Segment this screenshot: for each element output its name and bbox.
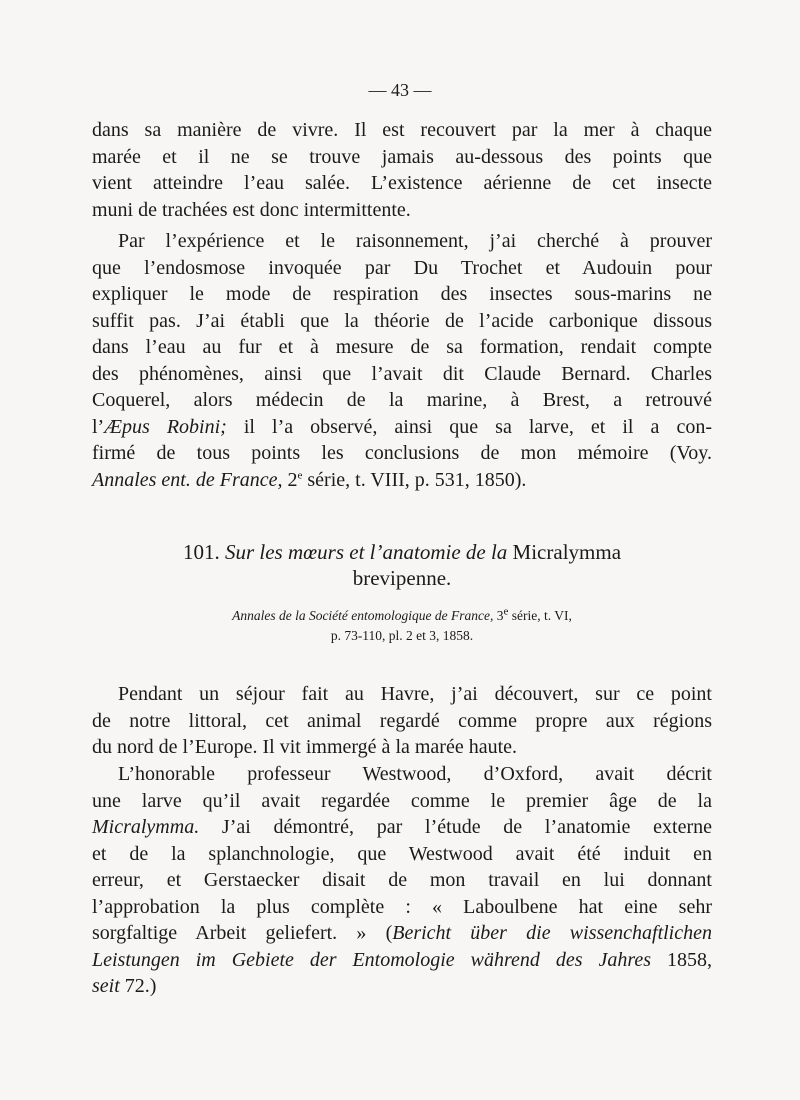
text: marée et il ne se trouve jamais au-dessous des points que: [92, 145, 712, 168]
text-line: [92, 308, 712, 335]
text-line: [92, 920, 712, 947]
text: e: [297, 468, 303, 481]
text: il l’a observé, ainsi que sa larve, et il a con-: [226, 415, 712, 438]
text: Coquerel, alors médecin de la marine, à Brest, a retrouvé: [92, 389, 712, 411]
text-line: [92, 565, 712, 591]
text-line: [92, 973, 712, 1000]
text: p. 73-110, pl. 2 et 3, 1858.: [330, 628, 474, 643]
italic-text: Micralymma.: [92, 816, 200, 838]
text: vient atteindre l’eau salée. L’existence aérienne de cet insecte: [92, 172, 712, 194]
text-line: [92, 894, 712, 921]
text: dans l’eau au fur et à mesure de sa formation, rendait compte: [92, 336, 712, 358]
text: série, t. VIII, p. 531, 1850).: [302, 468, 527, 491]
text-line: [92, 440, 712, 467]
citation: [92, 606, 712, 646]
text: sorgfaltige Arbeit geliefert. » (: [92, 922, 393, 944]
text: et de la splanchnologie, que Westwood avait été induit en: [92, 842, 712, 865]
text: 2: [282, 468, 298, 491]
italic-text: Bericht über die wissenchaftlichen: [392, 922, 712, 944]
text-line: [92, 467, 712, 494]
text: firmé de tous points les conclusions de mon mémoire (Voy.: [92, 442, 712, 464]
paragraph: [92, 117, 712, 223]
italic-text: Sur les mœurs et l’anatomie de la: [224, 540, 508, 564]
text: L’honorable professeur Westwood, d’Oxford, avait décrit: [118, 763, 712, 785]
text: 3: [493, 608, 504, 623]
text: brevipenne.: [352, 566, 452, 590]
text-line: [92, 814, 712, 841]
text: 1858,: [651, 948, 713, 971]
text: une larve qu’il avait regardée comme le premier âge de la: [92, 789, 712, 812]
text: erreur, et Gerstaecker disait de mon travail en lui donnant: [92, 869, 712, 891]
text-line: [92, 708, 712, 735]
text: des phénomènes, ainsi que l’avait dit Claude Bernard. Charles: [92, 362, 712, 385]
italic-text: Leistungen im Gebiete der Entomologie während des Jahres: [92, 948, 652, 971]
text: 72.): [119, 975, 157, 997]
text: de notre littoral, cet animal regardé comme propre aux régions: [92, 709, 712, 732]
text-line: [92, 734, 712, 761]
text-line: [92, 197, 712, 224]
text-line: [92, 117, 712, 144]
text-line: [92, 414, 712, 441]
text: l’approbation la plus complète : « Laboulbene hat eine sehr: [92, 895, 712, 918]
text: 101.: [182, 540, 225, 564]
text-line: [92, 841, 712, 868]
text-line: [92, 947, 712, 974]
text-line: [92, 334, 712, 361]
text: du nord de l’Europe. Il vit immergé à la marée haute.: [92, 736, 518, 758]
text: que l’endosmose invoquée par Du Trochet et Audouin pour: [92, 256, 712, 279]
text: dans sa manière de vivre. Il est recouvert par la mer à chaque: [92, 119, 712, 141]
text: série, t. VI,: [508, 608, 572, 623]
text: J’ai démontré, par l’étude de l’anatomie externe: [199, 816, 712, 838]
text: e: [503, 605, 509, 618]
text-line: [92, 170, 712, 197]
text: l’: [92, 415, 105, 438]
text: suffit pas. J’ai établi que la théorie de l’acide carbonique dissous: [92, 309, 712, 332]
text-line: [92, 626, 712, 646]
text-line: [92, 387, 712, 414]
text-line: [92, 255, 712, 282]
page-number: — 43 —: [368, 80, 432, 100]
text-line: [92, 144, 712, 171]
italic-text: Annales de la Société entomologique de France,: [232, 608, 494, 623]
text: muni de trachées est donc intermittente.: [92, 198, 411, 221]
text-line: [92, 361, 712, 388]
italic-text: seit: [92, 975, 120, 997]
text: Micralymma: [507, 540, 622, 564]
text-line: [92, 761, 712, 788]
paragraph: [92, 228, 712, 493]
text: expliquer le mode de respiration des insectes sous-marins ne: [92, 283, 712, 305]
paragraph: [92, 681, 712, 761]
text-line: [92, 681, 712, 708]
text-line: [92, 867, 712, 894]
text-line: [92, 606, 712, 626]
italic-text: Annales ent. de France,: [92, 468, 283, 491]
text-line: [92, 228, 712, 255]
text-line: [92, 788, 712, 815]
text: Pendant un séjour fait au Havre, j’ai découvert, sur ce point: [118, 683, 712, 705]
text-line: [92, 539, 712, 565]
section-heading: [92, 539, 712, 591]
text-line: [92, 281, 712, 308]
text: Par l’expérience et le raisonnement, j’ai cherché à prouver: [118, 230, 712, 252]
italic-text: Æpus Robini;: [104, 415, 227, 438]
paragraph: [92, 761, 712, 1000]
